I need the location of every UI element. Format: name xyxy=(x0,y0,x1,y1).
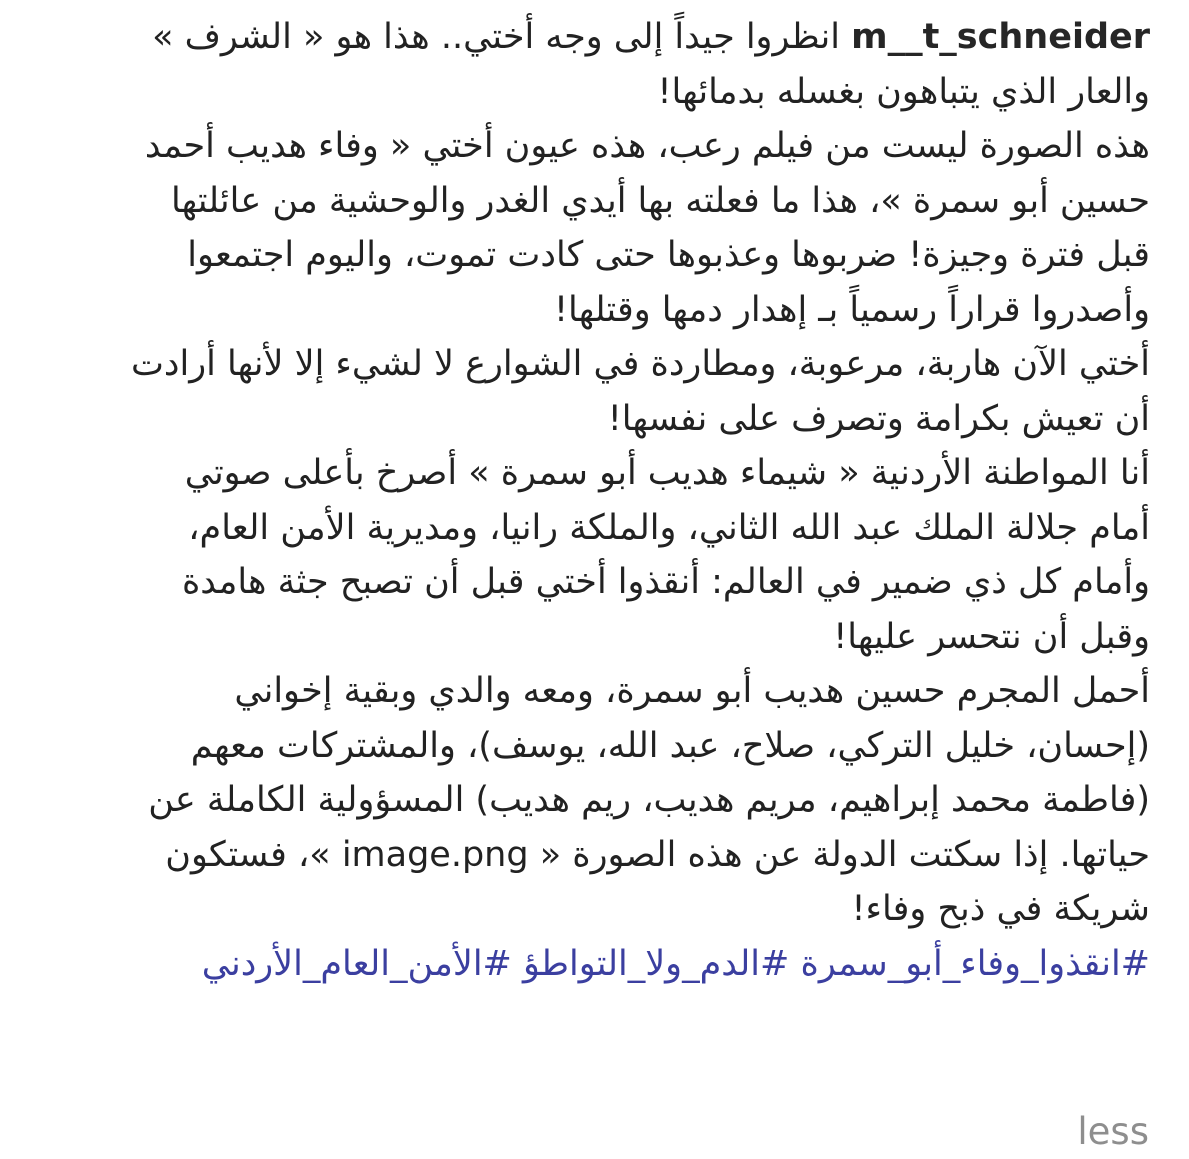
caption-line-1 xyxy=(28,10,1150,65)
caption-line-2: والعار الذي يتباهون بغسله بدمائها! xyxy=(657,71,1150,112)
caption-line-4: حسين أبو سمرة »، هذا ما فعلته بها أيدي الغدر والوحشية من عائلتها xyxy=(170,180,1150,221)
caption-line-15: (فاطمة محمد إبراهيم، مريم هديب، ريم هديب) المسؤولية الكاملة عن xyxy=(148,780,1150,820)
hashtag-link[interactable]: #الدم_ولا_التواطؤ xyxy=(523,943,790,984)
caption-line-11: وأمام كل ذي ضمير في العالم: أنقذوا أختي قبل أن تصبح جثة هامدة xyxy=(181,562,1150,602)
caption-line-12: وقبل أن نتحسر عليها! xyxy=(833,616,1150,657)
caption-line-6: وأصدروا قراراً رسمياً بـ إهدار دمها وقتلها! xyxy=(554,289,1150,330)
less-button[interactable]: less xyxy=(1077,1110,1149,1153)
caption-line-8: أن تعيش بكرامة وتصرف على نفسها! xyxy=(607,398,1150,439)
hashtag-line xyxy=(28,937,1150,992)
caption-line-17: شريكة في ذبح وفاء! xyxy=(851,889,1150,929)
caption-line-14: (إحسان، خليل التركي، صلاح، عبد الله، يوسف)، والمشتركات معهم xyxy=(190,725,1150,766)
caption-line-5: قبل فترة وجيزة! ضربوها وعذبوها حتى كادت تموت، واليوم اجتمعوا xyxy=(187,235,1150,275)
hashtag-link[interactable]: #الأمن_العام_الأردني xyxy=(201,943,512,984)
caption-text: انظروا جيداً إلى وجه أختي.. هذا هو « الشرف » xyxy=(152,17,840,57)
hashtag-link[interactable]: #انقذوا_وفاء_أبو_سمرة xyxy=(800,943,1150,984)
caption-line-9: أنا المواطنة الأردنية « شيماء هديب أبو سمرة » أصرخ بأعلى صوتي xyxy=(184,453,1150,493)
caption-line-16: حياتها. إذا سكتت الدولة عن هذه الصورة « image.png »، فستكون xyxy=(165,834,1150,875)
post-caption xyxy=(28,10,1150,991)
username-link[interactable]: m__t_schneider xyxy=(851,17,1150,57)
caption-line-10: أمام جلالة الملك عبد الله الثاني، والملكة رانيا، ومديرية الأمن العام، xyxy=(188,507,1150,548)
caption-line-3: هذه الصورة ليست من فيلم رعب، هذه عيون أختي « وفاء هديب أحمد xyxy=(144,126,1150,166)
caption-line-7: أختي الآن هاربة، مرعوبة، ومطاردة في الشوارع لا لشيء إلا لأنها أرادت xyxy=(130,344,1150,384)
caption-line-13: أحمل المجرم حسين هديب أبو سمرة، ومعه والدي وبقية إخواني xyxy=(234,671,1150,711)
